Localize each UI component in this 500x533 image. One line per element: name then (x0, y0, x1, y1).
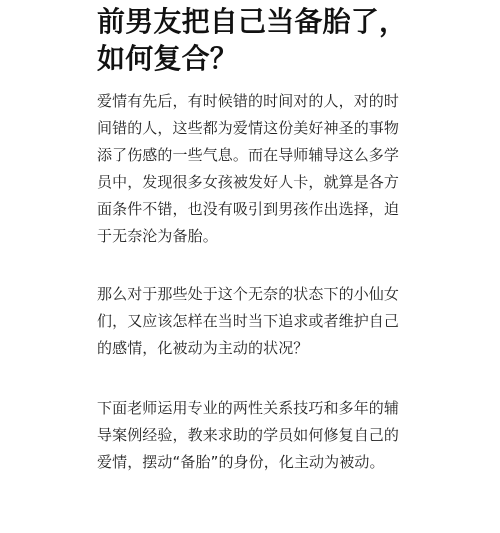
paragraph-1: 爱情有先后，有时候错的时间对的人，对的时间错的人，这些都为爱情这份美好神圣的事物添了伤感的一些气息。而在导师辅导这么多学员中，发现很多女孩被发好人卡，就算是各方面条件不错，也没有吸引到男孩作出选择，迫于无奈沦为备胎。 (97, 92, 400, 245)
article (97, 0, 417, 471)
article-title: 前男友把自己当备胎了，如何复合？ (97, 5, 408, 75)
paragraph-3: 下面老师运用专业的两性关系技巧和多年的辅导案例经验，教来求助的学员如何修复自己的爱情，摆动“备胎”的身份，化主动为被动。 (97, 399, 400, 471)
paragraph-2: 那么对于那些处于这个无奈的状态下的小仙女们，又应该怎样在当时当下追求或者维护自己的感情，化被动为主动的状况？ (97, 285, 400, 357)
